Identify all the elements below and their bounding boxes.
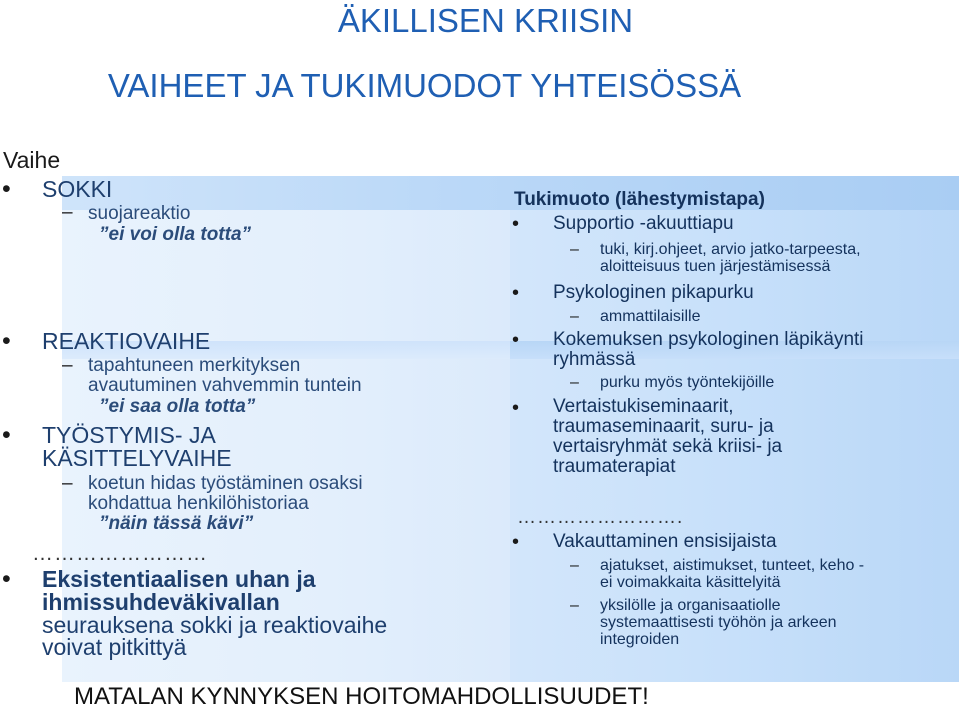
dash-icon: – — [62, 355, 73, 376]
right-heading: Tukimuoto (lähestymistapa) — [514, 189, 765, 210]
reaktio-quote: ”ei saa olla totta” — [99, 396, 256, 417]
bullet-icon: • — [512, 531, 520, 553]
dash-icon: – — [570, 374, 579, 391]
right-dots: ……………………. — [517, 507, 684, 528]
supportio-label: Supportio -akuuttiapu — [553, 213, 734, 234]
psyk-label: Psykologinen pikapurku — [553, 282, 754, 303]
eksist-line-2: ihmissuhdeväkivallan — [42, 589, 280, 615]
psyk-sub: ammattilaisille — [600, 308, 701, 325]
vertais-line-2: traumaseminaarit, suru- ja — [553, 416, 774, 437]
header-band — [62, 176, 959, 210]
bullet-icon: • — [2, 327, 11, 355]
vertais-line-1: Vertaistukiseminaarit, — [553, 396, 734, 417]
bullet-icon: • — [512, 397, 520, 419]
sokki-label: SOKKI — [42, 176, 113, 202]
bullet-icon: • — [2, 565, 11, 593]
kokemuksen-label-2: ryhmässä — [553, 349, 636, 370]
bullet-icon: • — [512, 213, 520, 235]
dash-icon: – — [570, 241, 579, 258]
dash-icon: – — [570, 308, 579, 325]
sokki-sub: suojareaktio — [88, 203, 191, 224]
dash-icon: – — [570, 557, 579, 574]
sokki-quote: ”ei voi olla totta” — [99, 224, 252, 245]
reaktio-label: REAKTIOVAIHE — [42, 328, 211, 354]
tyostymis-label-2: KÄSITTELYVAIHE — [42, 445, 232, 471]
vakauttaminen-sub-1b: ei voimakkaita käsittelyitä — [600, 574, 781, 591]
bullet-icon: • — [2, 175, 11, 203]
reaktio-sub-2: avautuminen vahvemmin tuntein — [88, 375, 362, 396]
vakauttaminen-sub-2b: systemaattisesti työhön ja arkeen — [600, 614, 837, 631]
bullet-icon: • — [2, 421, 11, 449]
tyostymis-quote: ”näin tässä kävi” — [99, 513, 254, 534]
tyostymis-sub-1: koetun hidas työstäminen osaksi — [88, 473, 363, 494]
eksist-line-3: seurauksena sokki ja reaktiovaihe — [42, 612, 388, 638]
kokemuksen-label-1: Kokemuksen psykologinen läpikäynti — [553, 329, 864, 350]
reaktio-sub-1: tapahtuneen merkityksen — [88, 355, 301, 376]
supportio-sub-1: tuki, kirj.ohjeet, arvio jatko-tarpeesta, — [600, 241, 861, 258]
vakauttaminen-label: Vakauttaminen ensisijaista — [553, 531, 777, 552]
title-line-1: ÄKILLISEN KRIISIN — [337, 2, 634, 39]
vakauttaminen-sub-2a: yksilölle ja organisaatiolle — [600, 597, 781, 614]
dash-icon: – — [62, 473, 73, 494]
tyostymis-label-1: TYÖSTYMIS- JA — [42, 422, 216, 448]
vakauttaminen-sub-2c: integroiden — [600, 631, 680, 648]
vertais-line-4: traumaterapiat — [553, 456, 676, 477]
dash-icon: – — [570, 597, 579, 614]
title-line-2: VAIHEET JA TUKIMUODOT YHTEISÖSSÄ — [107, 67, 742, 104]
bullet-icon: • — [512, 329, 520, 351]
supportio-sub-2: aloitteisuus tuen järjestämisessä — [600, 258, 831, 275]
vertais-line-3: vertaisryhmät sekä kriisi- ja — [553, 436, 783, 457]
bottom-banner: MATALAN KYNNYKSEN HOITOMAHDOLLISUUDET! — [74, 683, 649, 710]
kokemuksen-sub: purku myös työntekijöille — [600, 374, 775, 391]
left-dots: …………………… — [32, 542, 208, 565]
left-heading: Vaihe — [3, 147, 61, 173]
tyostymis-sub-2: kohdattua henkilöhistoriaa — [88, 493, 309, 514]
eksist-line-4: voivat pitkittyä — [42, 634, 187, 660]
dash-icon: – — [62, 202, 73, 223]
eksist-line-1: Eksistentiaalisen uhan ja — [42, 566, 316, 592]
bullet-icon: • — [512, 282, 520, 304]
vakauttaminen-sub-1a: ajatukset, aistimukset, tunteet, keho - — [600, 557, 865, 574]
